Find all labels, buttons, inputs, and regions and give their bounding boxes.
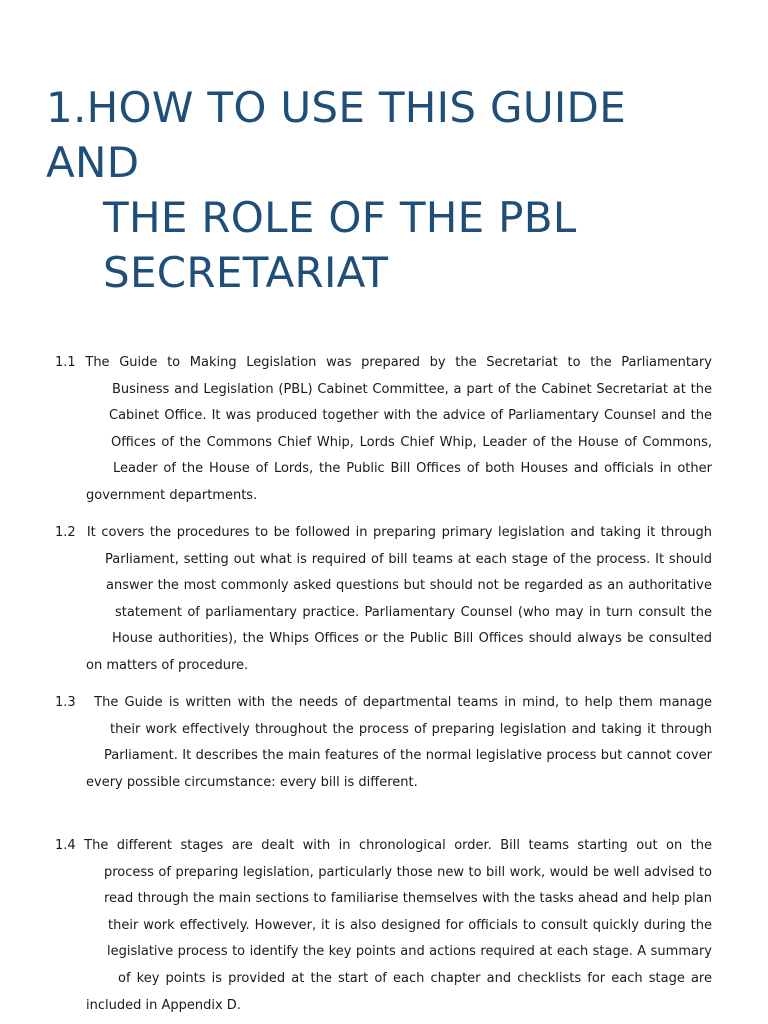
- paragraph-number: 1.4: [55, 838, 76, 853]
- title-line-2: AND: [46, 138, 140, 187]
- title-line-3: THE ROLE OF THE PBL: [103, 193, 577, 242]
- paragraph-line: included in Appendix D.: [86, 997, 241, 1013]
- paragraph-line: Leader of the House of Lords, the Public Bill Offices of both Houses and officials in other: [113, 461, 712, 477]
- paragraph-line: Business and Legislation (PBL) Cabinet Committee, a part of the Cabinet Secretariat at the: [112, 381, 712, 397]
- paragraph-line: statement of parliamentary practice. Parliamentary Counsel (who may in turn consult the: [115, 604, 712, 620]
- paragraph-line: Cabinet Office. It was produced together with the advice of Parliamentary Counsel and the: [109, 408, 712, 424]
- paragraph-line: The Guide is written with the needs of departmental teams in mind, to help them manage: [94, 695, 712, 710]
- paragraph-number: 1.3: [55, 695, 76, 710]
- paragraph-line: government departments.: [86, 487, 258, 503]
- paragraph-line: Offices of the Commons Chief Whip, Lords Chief Whip, Leader of the House of Commons,: [111, 434, 712, 450]
- paragraph-number: 1.2: [55, 525, 76, 540]
- paragraph-1-4: [55, 833, 712, 1019]
- paragraph-line: legislative process to identify the key points and actions required at each stage. A summary: [107, 944, 712, 960]
- paragraph-line: of key points is provided at the start of each chapter and checklists for each stage are: [118, 970, 712, 986]
- paragraph-line: It covers the procedures to be followed in preparing primary legislation and taking it through: [86, 525, 713, 540]
- paragraph-line: The different stages are dealt with in chronological order. Bill teams starting out on the: [84, 838, 712, 853]
- title-line-4: SECRETARIAT: [103, 248, 389, 297]
- paragraph-line: The Guide to Making Legislation was prepared by the Secretariat to the Parliamentary: [85, 355, 712, 370]
- paragraph-line: read through the main sections to familiarise themselves with the tasks ahead and help plan: [104, 891, 712, 907]
- paragraph-line: process of preparing legislation, particularly those new to bill work, would be well advised to: [104, 864, 712, 880]
- paragraph-line: Parliament. It describes the main features of the normal legislative process but cannot cover: [104, 748, 712, 764]
- paragraph-number: 1.1: [55, 355, 76, 370]
- paragraph-1-2: [55, 520, 712, 680]
- paragraph-line: answer the most commonly asked questions but should not be regarded as an authoritative: [106, 578, 712, 594]
- paragraph-line: their work effectively throughout the process of preparing legislation and taking it through: [110, 721, 712, 737]
- title-line-1: 1.HOW TO USE THIS GUIDE: [46, 83, 627, 132]
- paragraph-line: House authorities), the Whips Offices or the Public Bill Offices should always be consulted: [112, 631, 712, 647]
- paragraph-line: on matters of procedure.: [86, 657, 249, 673]
- paragraph-1-1: [55, 350, 712, 510]
- paragraph-line: every possible circumstance: every bill is different.: [86, 774, 418, 790]
- paragraph-line: Parliament, setting out what is required of bill teams at each stage of the process. It should: [105, 551, 712, 567]
- paragraph-1-3: [55, 690, 712, 796]
- page-title: [46, 80, 746, 300]
- paragraph-line: their work effectively. However, it is also designed for officials to consult quickly during the: [108, 917, 712, 933]
